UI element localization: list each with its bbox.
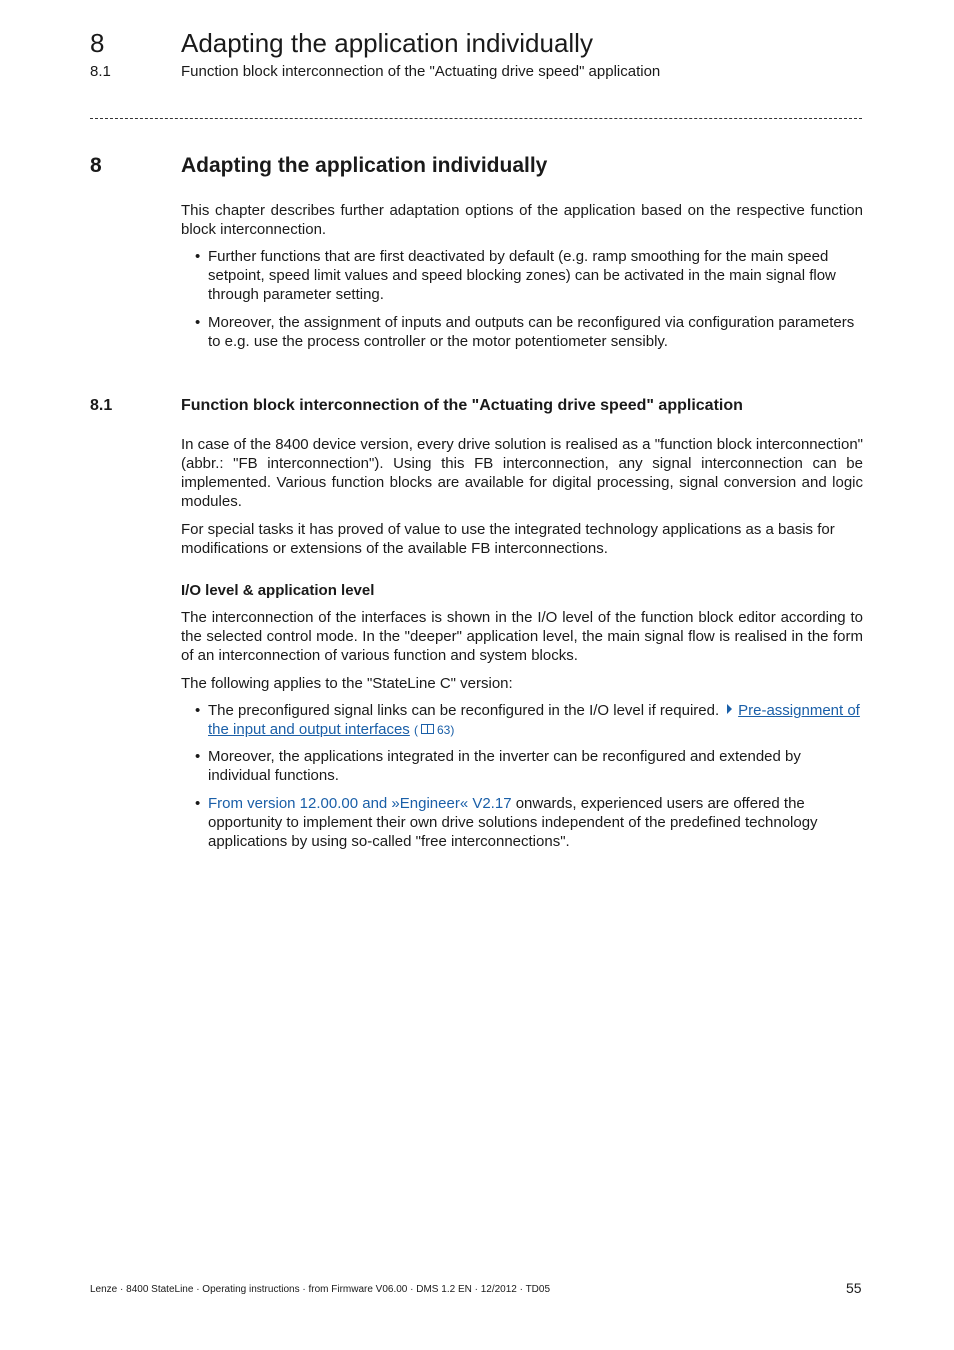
header-chapter-number: 8: [90, 28, 105, 58]
pre-assignment-link[interactable]: Pre-assignment of the input and output interfaces: [208, 702, 860, 738]
chapter-title: Adapting the application individually: [181, 154, 548, 177]
version-link[interactable]: From version 12.00.00 and »Engineer« V2.17: [208, 795, 512, 812]
section-bullet-3-text: onwards, experienced users are offered the opportunity to implement their own drive solutions independent of the predefined technology applications by using so-called "free interconnections".: [208, 795, 818, 850]
section-paragraph-4: The following applies to the "StateLine C" version:: [181, 675, 513, 692]
section-bullet-1: [208, 701, 863, 740]
section-title: Function block interconnection of the "Actuating drive speed" application: [181, 397, 743, 414]
section-bullet-1-text: The preconfigured signal links can be reconfigured in the I/O level if required.: [208, 702, 720, 719]
chapter-number: 8: [90, 154, 102, 177]
header-divider: [90, 118, 862, 119]
chapter-bullet-2: Moreover, the assignment of inputs and outputs can be reconfigured via configuration parameters to e.g. use the process controller or the motor potentiometer sensibly.: [208, 314, 855, 350]
bullet-marker: •: [195, 748, 201, 765]
page-reference[interactable]: [414, 723, 454, 737]
header-section-number: 8.1: [90, 63, 111, 80]
subheading: I/O level & application level: [181, 582, 375, 599]
section-paragraph-1: In case of the 8400 device version, every drive solution is realised as a "function block interconnection" (abbr.: "FB interconnection"). Using this FB interconnection, any signal interconnection can be implemented. Various function blocks are available for digital processing, signal conversion and logic modules.: [181, 436, 863, 510]
section-bullet-2: Moreover, the applications integrated in the inverter can be reconfigured and extended by individual functions.: [208, 748, 801, 784]
page-ref-open: (: [413, 723, 418, 737]
header-section-title: Function block interconnection of the "Actuating drive speed" application: [181, 63, 661, 80]
book-icon: [421, 724, 434, 734]
bullet-marker: •: [195, 248, 201, 265]
chapter-bullet-1: Further functions that are first deactivated by default (e.g. ramp smoothing for the main speed setpoint, speed limit values and speed blocking zones) can be activated in the main signal flow through parameter setting.: [208, 248, 836, 303]
page-ref-number: 63): [436, 723, 455, 737]
header-chapter-title: Adapting the application individually: [181, 28, 593, 58]
page-number: 55: [846, 1280, 862, 1296]
section-bullet-3: [208, 794, 863, 851]
triangle-right-icon: [727, 704, 732, 714]
bullet-marker: •: [195, 795, 201, 812]
chapter-intro: This chapter describes further adaptation options of the application based on the respective function block interconnection.: [181, 202, 863, 238]
bullet-marker: •: [195, 702, 201, 719]
section-paragraph-2: For special tasks it has proved of value to use the integrated technology applications as a basis for modifications or extensions of the available FB interconnections.: [181, 521, 835, 557]
footer-text: Lenze · 8400 StateLine · Operating instructions · from Firmware V06.00 · DMS 1.2 EN · 12/2012 · TD05: [90, 1284, 551, 1295]
section-number: 8.1: [90, 397, 113, 414]
section-paragraph-3: The interconnection of the interfaces is shown in the I/O level of the function block editor according to the selected control mode. In the "deeper" application level, the main signal flow is realised in the form of an interconnection of various function and system blocks.: [181, 609, 863, 664]
bullet-marker: •: [195, 314, 201, 331]
